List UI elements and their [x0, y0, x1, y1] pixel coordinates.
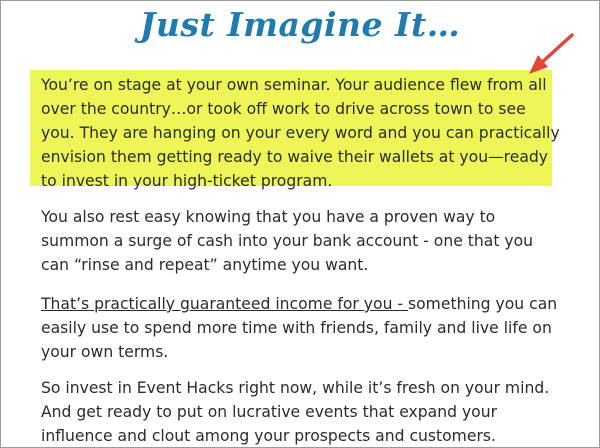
paragraph-2: You also rest easy knowing that you have a proven way to summon a surge of cash into your bank account - one that you can “rinse and repeat” anytime you want. [41, 208, 534, 274]
paragraph-3-rest: something you can easily use to spend more time with friends, family and live life on your own terms. [41, 295, 558, 361]
paragraph-1: You’re on stage at your own seminar. Your audience flew from all over the country…or took off work to drive across town to see you. They are hanging on your every word and you can practically envision them getting ready to waive their wallets at you—ready to invest in your high-ticket program. [41, 76, 560, 190]
paragraph-4: So invest in Event Hacks right now, while it’s fresh on your mind. And get ready to put on lucrative events that expand your influence and clout among your prospects and customers. [41, 379, 550, 445]
underlined-phrase: That’s practically guaranteed income for you - [41, 295, 408, 313]
page-title: Just Imagine It… [139, 5, 461, 44]
paragraph-3 [41, 292, 561, 364]
